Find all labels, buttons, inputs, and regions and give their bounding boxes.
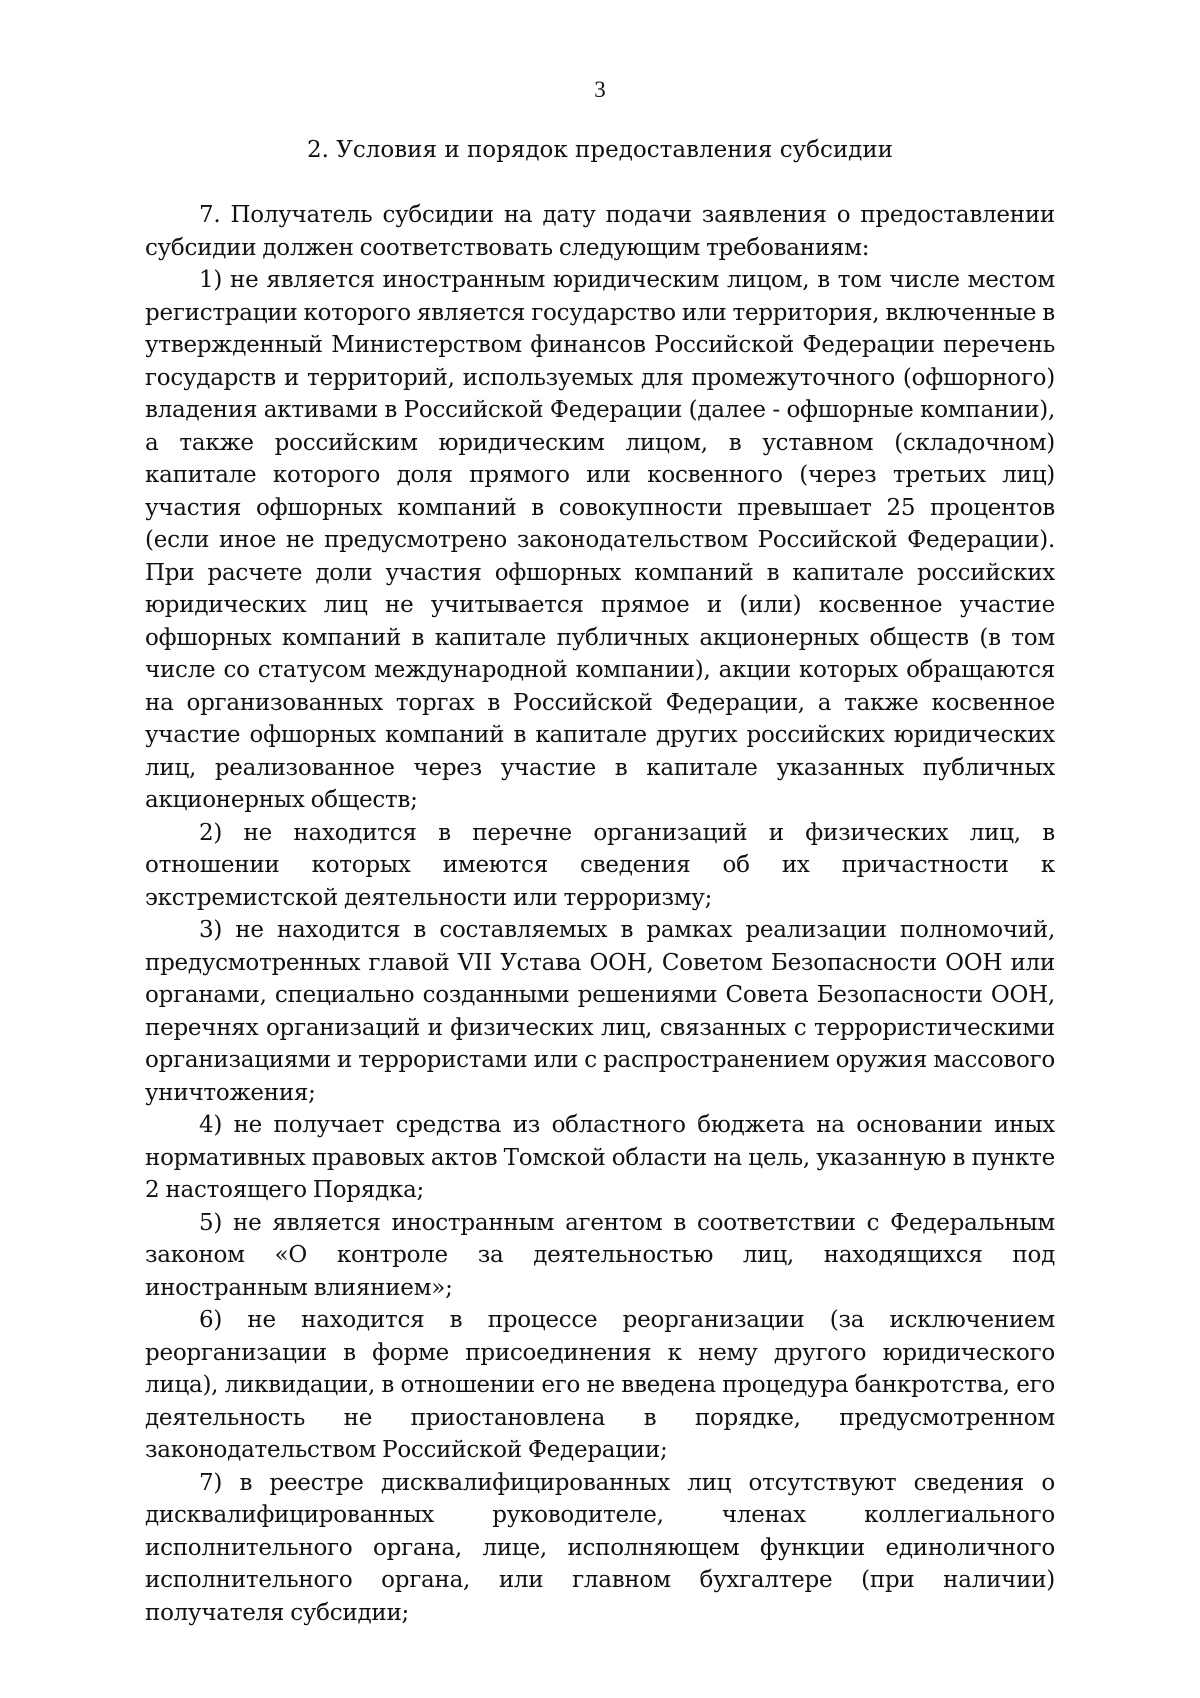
paragraph-subitem-5: 5) не является иностранным агентом в соответствии с Федеральным законом «О контроле за деятельностью лиц, находящихся под иностранным влиянием»;	[145, 1209, 1055, 1301]
document-body	[145, 199, 1055, 1629]
paragraph-subitem-3: 3) не находится в составляемых в рамках реализации полномочий, предусмотренных главой VII Устава ООН, Советом Безопасности ООН или органами, специально созданными решениями Совета Безопасности ООН, перечнях организаций и физических лиц, связанных с террористическими организациями и террористами или с распространением оружия массового уничтожения;	[145, 917, 1055, 1106]
paragraph-subitem-2: 2) не находится в перечне организаций и физических лиц, в отношении которых имеются сведения об их причастности к экстремистской деятельности или терроризму;	[145, 819, 1055, 911]
paragraph-item-7: 7. Получатель субсидии на дату подачи заявления о предоставлении субсидии должен соответствовать следующим требованиям:	[145, 202, 1055, 261]
paragraph-subitem-1: 1) не является иностранным юридическим лицом, в том числе местом регистрации которого является государство или территория, включенные в утвержденный Министерством финансов Российской Федерации перечень государств и территорий, используемых для промежуточного (офшорного) владения активами в Российской Федерации (далее - офшорные компании), а также российским юридическим лицом, в уставном (складочном) капитале которого доля прямого или косвенного (через третьих лиц) участия офшорных компаний в совокупности превышает 25 процентов (если иное не предусмотрено законодательством Российской Федерации). При расчете доли участия офшорных компаний в капитале российских юридических лиц не учитывается прямое и (или) косвенное участие офшорных компаний в капитале публичных акционерных обществ (в том числе со статусом международной компании), акции которых обращаются на организованных торгах в Российской Федерации, а также косвенное участие офшорных компаний в капитале других российских юридических лиц, реализованное через участие в капитале указанных публичных акционерных обществ;	[145, 267, 1055, 813]
paragraph-subitem-6: 6) не находится в процессе реорганизации (за исключением реорганизации в форме присоединения к нему другого юридического лица), ликвидации, в отношении его не введена процедура банкротства, его деятельность не приостановлена в порядке, предусмотренном законодательством Российской Федерации;	[145, 1307, 1055, 1463]
page-number: 3	[594, 77, 606, 102]
section-title: 2. Условия и порядок предоставления субсидии	[307, 137, 893, 163]
paragraph-subitem-7: 7) в реестре дисквалифицированных лиц отсутствуют сведения о дисквалифицированных руководителе, членах коллегиального исполнительного органа, лице, исполняющем функции единоличного исполнительного органа, или главном бухгалтере (при наличии) получателя субсидии;	[145, 1469, 1055, 1626]
paragraph-subitem-4: 4) не получает средства из областного бюджета на основании иных нормативных правовых актов Томской области на цель, указанную в пункте 2 настоящего Порядка;	[145, 1112, 1055, 1203]
